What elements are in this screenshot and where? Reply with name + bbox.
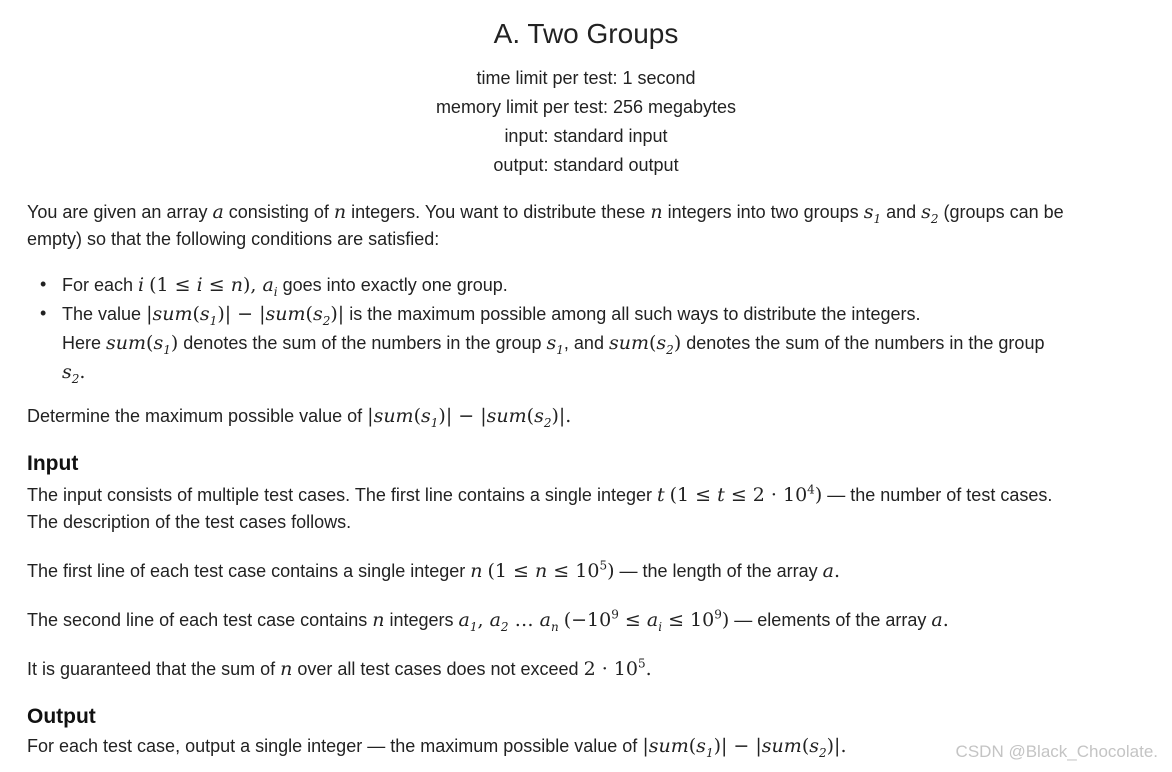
condition-note-cont: $s_2$. bbox=[62, 361, 86, 386]
input-line2: The description of the test cases follows. bbox=[27, 512, 352, 532]
statement-paragraph-line1: You are given an array a consisting of n integers. You want to distribute these n integers into two groups $s_1$ and $s_2$ (groups can be bbox=[27, 201, 1064, 226]
output-line1: For each test case, output a single integer — the maximum possible value of $|sum(s_1)| - |sum(s_2)|$. bbox=[27, 735, 847, 760]
statement-paragraph-line2: empty) so that the following conditions are satisfied: bbox=[27, 229, 440, 249]
condition-note: Here $sum(s_1)$ denotes the sum of the numbers in the group $s_1$, and $sum(s_2)$ denotes the sum of the numbers in the group bbox=[62, 332, 1045, 357]
input-line3: The first line of each test case contains a single integer n $(1 \le n \le 10^5)$ — the length of the array a. bbox=[27, 558, 841, 582]
csdn-watermark: CSDN @Black_Chocolate. bbox=[955, 742, 1158, 761]
memory-limit: memory limit per test: 256 megabytes bbox=[435, 97, 737, 117]
input-line1: The input consists of multiple test cases. The first line contains a single integer t $(1 \le t \le 2 \cdot 10^4)$ — the number of test cases. bbox=[27, 482, 1053, 506]
determine-line: Determine the maximum possible value of $|sum(s_1)| - |sum(s_2)|$. bbox=[27, 405, 572, 430]
input-line4: The second line of each test case contains n integers $a_1$, $a_2$ … $a_n$ $(-10^9 \le a_i \le 10^9)$ — elements of the array a. bbox=[27, 607, 949, 634]
output-spec: output: standard output bbox=[493, 155, 679, 175]
input-heading: Input bbox=[27, 452, 79, 475]
problem-title: A. Two Groups bbox=[493, 18, 679, 49]
condition-item: • For each i (1 ≤ i ≤ n), $a_i$ goes into exactly one group. bbox=[40, 274, 1044, 303]
output-heading: Output bbox=[27, 705, 96, 728]
conditions-list bbox=[40, 274, 1044, 390]
input-line5: It is guaranteed that the sum of n over all test cases does not exceed $2 \cdot 10^5$. bbox=[27, 656, 652, 680]
input-spec: input: standard input bbox=[504, 126, 668, 146]
time-limit: time limit per test: 1 second bbox=[476, 68, 696, 88]
condition-item: • The value $|sum(s_1)| - |sum(s_2)|$ is the maximum possible among all such ways to distribute the integers. bbox=[40, 303, 1044, 332]
